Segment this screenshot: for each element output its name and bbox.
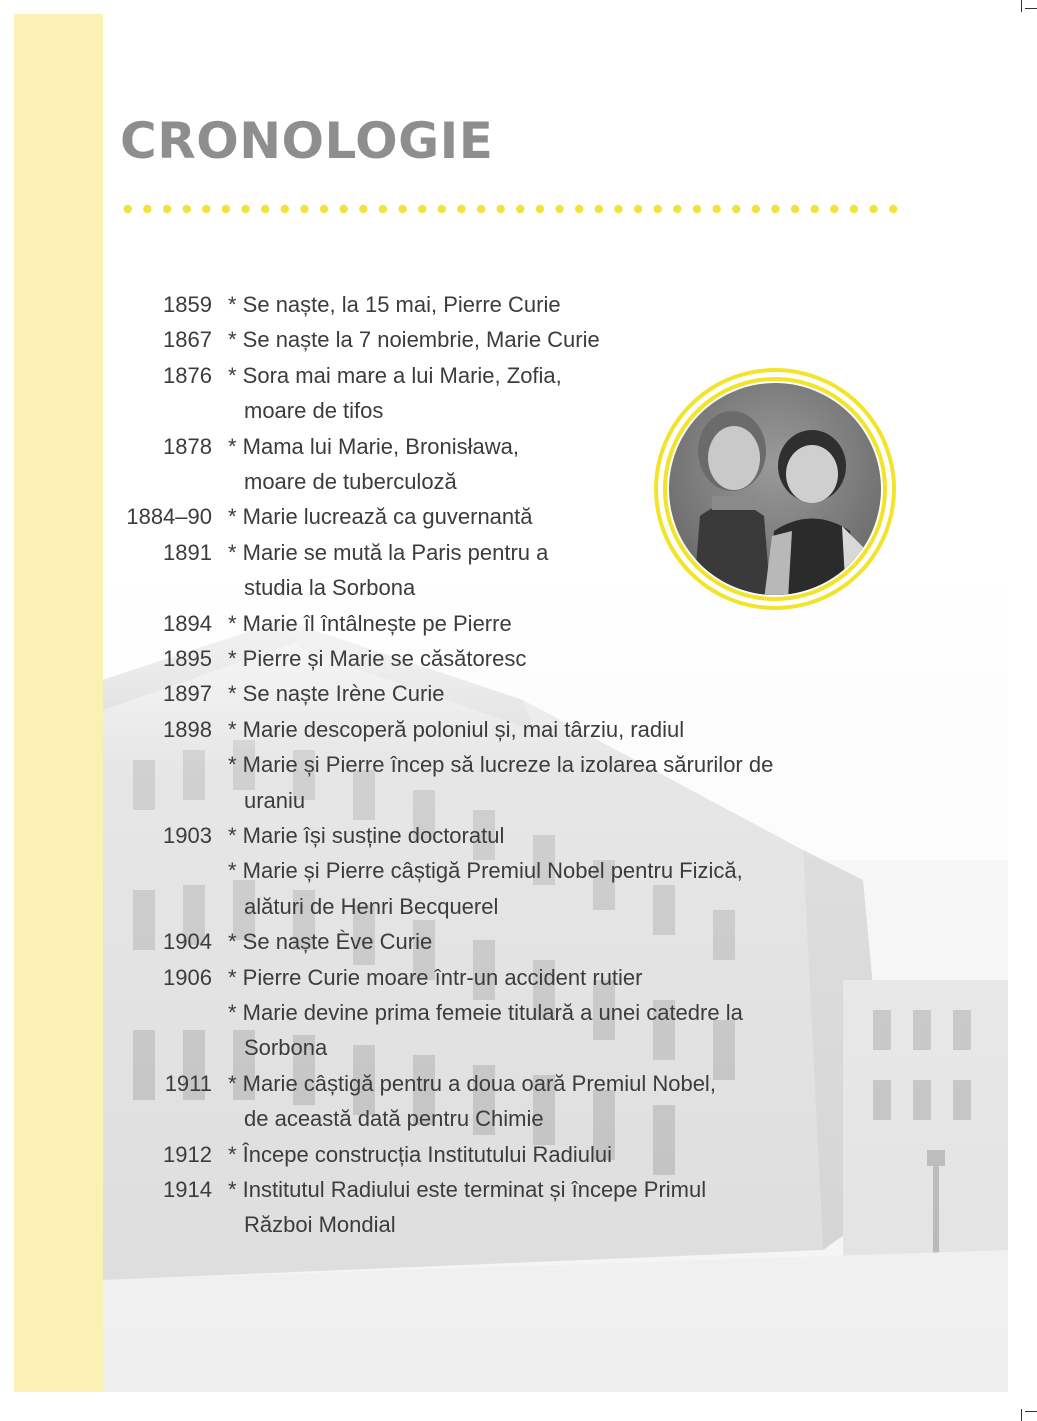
divider-dot: [555, 205, 563, 213]
timeline-year: 1891: [163, 539, 212, 565]
divider-dot: [143, 205, 151, 213]
timeline-event-text: moare de tuberculoză: [244, 469, 457, 494]
timeline-year: 1884–90: [126, 504, 212, 530]
timeline-event-text: * Se naște la 7 noiembrie, Marie Curie: [228, 327, 600, 353]
timeline-event-text: * Marie își susține doctoratul: [228, 823, 505, 848]
timeline-year: 1911: [164, 1070, 212, 1096]
timeline-event-text: * Pierre și Marie se căsătoresc: [228, 646, 527, 671]
divider-dot: [320, 205, 328, 213]
divider-dot: [359, 205, 367, 213]
timeline-year: 1878: [163, 433, 212, 459]
timeline-year: 1906: [163, 964, 212, 990]
timeline-year: 1897: [163, 681, 212, 707]
timeline-event-text: moare de tifos: [244, 398, 384, 424]
timeline-event-text: de această dată pentru Chimie: [244, 1106, 544, 1132]
timeline-event-text: * Se naște Ève Curie: [228, 929, 433, 955]
divider-dot: [300, 205, 308, 213]
timeline-event-text: * Începe construcția Institutului Radiului: [228, 1141, 612, 1167]
divider-dot: [261, 205, 269, 213]
timeline-event-text: alături de Henri Becquerel: [244, 893, 499, 919]
timeline-year: 1867: [163, 327, 212, 353]
divider-dot: [241, 205, 249, 213]
divider-dot: [732, 205, 740, 213]
divider-dot: [438, 205, 446, 213]
timeline-event-text: * Marie devine prima femeie titulară a unei catedre la: [228, 1000, 743, 1025]
divider-dot: [379, 205, 387, 213]
divider-dot: [889, 205, 897, 213]
portrait-photo: [652, 366, 898, 612]
divider-dot: [752, 205, 760, 213]
divider-dot: [398, 205, 406, 213]
dotted-divider: [118, 203, 903, 215]
timeline-event-text: * Marie descoperă poloniul și, mai târziu, radiul: [228, 716, 685, 742]
divider-dot: [457, 205, 465, 213]
timeline-event-text: uraniu: [244, 787, 306, 813]
yellow-sidebar: [14, 14, 103, 1392]
divider-dot: [614, 205, 622, 213]
divider-dot: [771, 205, 779, 213]
timeline-year: 1894: [163, 610, 212, 636]
crop-mark: [1021, 1409, 1022, 1421]
divider-dot: [791, 205, 799, 213]
divider-dot: [418, 205, 426, 213]
divider-dot: [654, 205, 662, 213]
timeline-event-text: * Se naște, la 15 mai, Pierre Curie: [228, 292, 561, 317]
divider-dot: [497, 205, 505, 213]
timeline-event-text: * Se naște Irène Curie: [228, 681, 445, 707]
divider-dot: [163, 205, 171, 213]
divider-dot: [477, 205, 485, 213]
divider-dot: [693, 205, 701, 213]
divider-dot: [595, 205, 603, 213]
crop-mark: [1021, 0, 1022, 12]
timeline-event-text: * Sora mai mare a lui Marie, Zofia,: [228, 362, 562, 388]
crop-mark: [1025, 1411, 1037, 1412]
timeline-year: 1898: [163, 716, 212, 742]
divider-dot: [516, 205, 524, 213]
timeline-event-text: * Marie îl întâlnește pe Pierre: [228, 610, 512, 636]
timeline-event-text: * Marie câștigă pentru a doua oară Premiul Nobel,: [228, 1070, 716, 1096]
divider-dot: [869, 205, 877, 213]
divider-dot: [222, 205, 230, 213]
divider-dot: [536, 205, 544, 213]
divider-dot: [634, 205, 642, 213]
timeline-event-text: Război Mondial: [244, 1212, 396, 1238]
timeline-year: 1895: [163, 646, 212, 671]
timeline-year: 1859: [163, 292, 212, 317]
timeline-year: 1912: [163, 1141, 212, 1167]
timeline-event-text: * Marie și Pierre încep să lucreze la izolarea sărurilor de: [228, 752, 774, 778]
page-title: CRONOLOGIE: [120, 112, 494, 170]
divider-dot: [811, 205, 819, 213]
divider-dot: [850, 205, 858, 213]
timeline-event-text: Sorbona: [244, 1035, 328, 1061]
timeline-event-text: * Institutul Radiului este terminat și începe Primul: [228, 1177, 707, 1202]
divider-dot: [183, 205, 191, 213]
timeline-year: 1914: [163, 1177, 212, 1202]
timeline-event-text: studia la Sorbona: [244, 575, 416, 601]
timeline-event-text: * Marie și Pierre câștigă Premiul Nobel pentru Fizică,: [228, 858, 743, 884]
divider-dot: [575, 205, 583, 213]
crop-mark: [1025, 8, 1037, 9]
timeline-event-text: * Marie se mută la Paris pentru a: [228, 539, 549, 565]
timeline-event-text: * Pierre Curie moare într-un accident rutier: [228, 964, 643, 990]
divider-dot: [673, 205, 681, 213]
timeline-event-text: * Marie lucrează ca guvernantă: [228, 504, 533, 530]
divider-dot: [830, 205, 838, 213]
divider-dot: [202, 205, 210, 213]
timeline-year: 1903: [163, 823, 212, 848]
divider-dot: [712, 205, 720, 213]
timeline-event-text: * Mama lui Marie, Bronisława,: [228, 433, 519, 459]
timeline-year: 1904: [163, 929, 212, 955]
divider-dot: [281, 205, 289, 213]
timeline-year: 1876: [163, 362, 212, 388]
divider-dot: [124, 205, 132, 213]
divider-dot: [340, 205, 348, 213]
